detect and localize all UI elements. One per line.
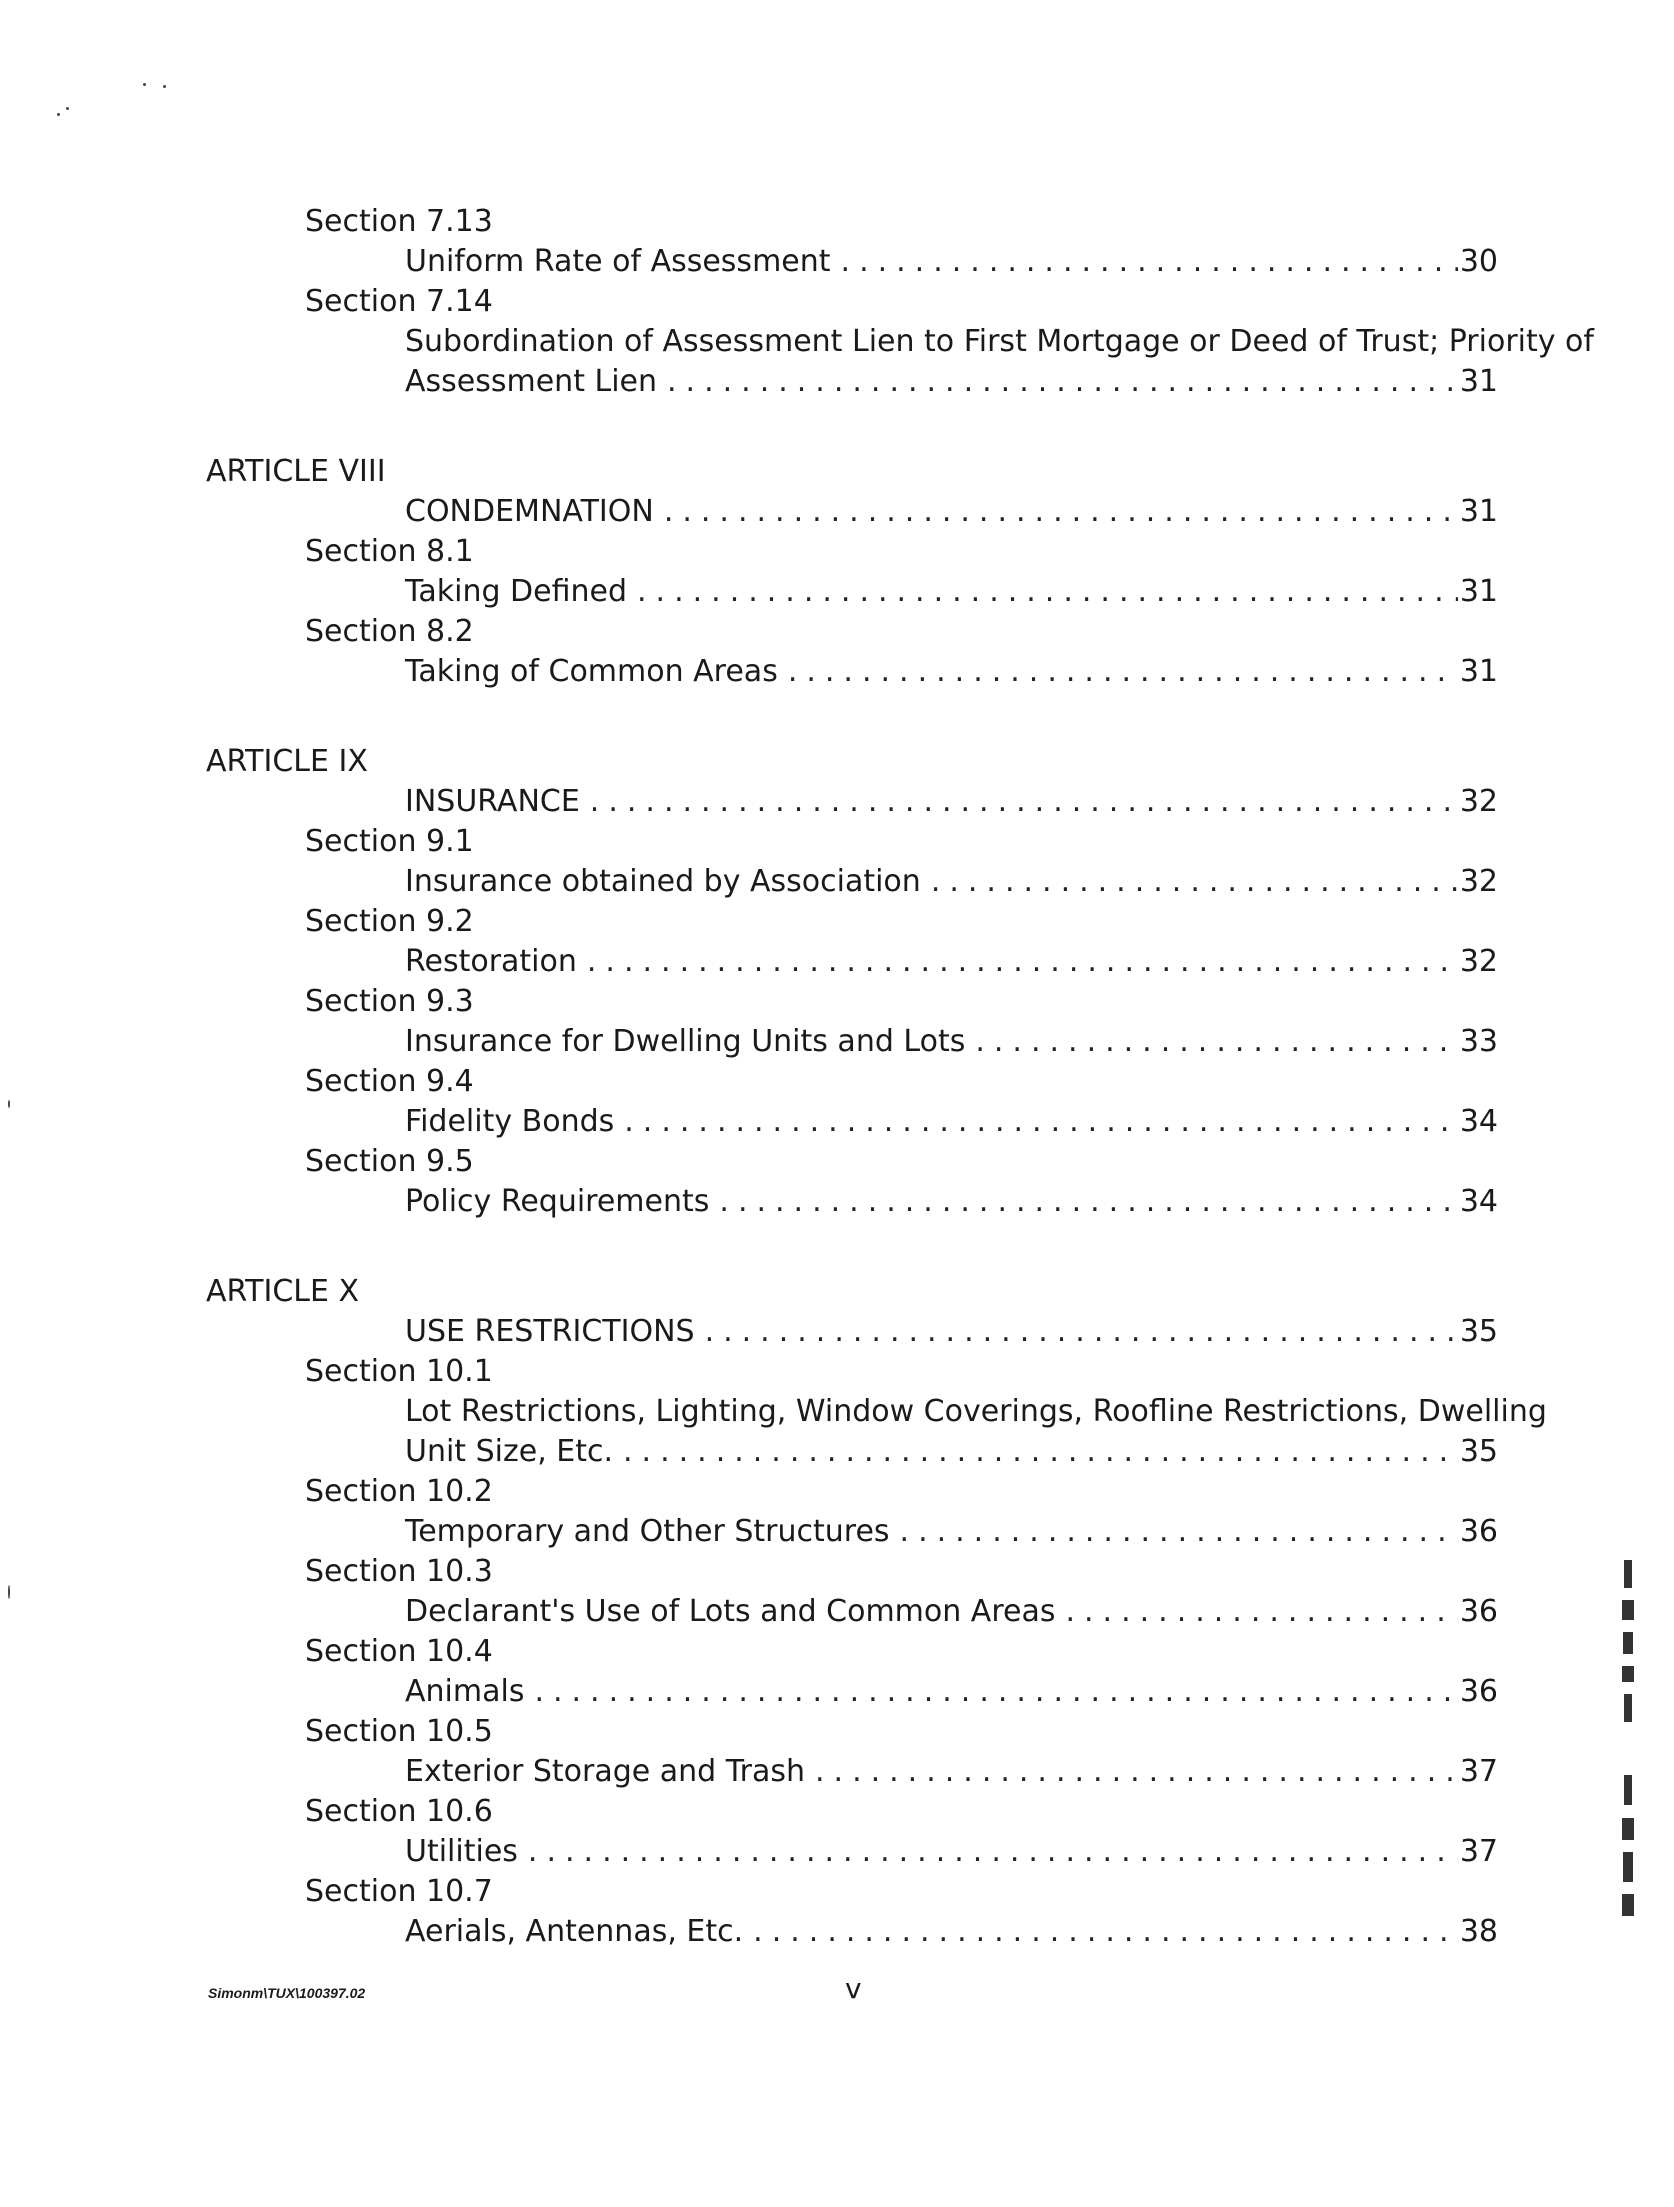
toc-entry	[405, 1752, 1498, 1792]
toc-entry-title-line: Subordination of Assessment Lien to First Mortgage or Deed of Trust; Priority of	[405, 324, 1594, 359]
page-number: v	[845, 1972, 862, 2005]
article-heading: ARTICLE IX	[206, 744, 368, 779]
toc-entry-page: 31	[1459, 364, 1498, 399]
dot-leader	[778, 652, 1458, 692]
section-label: Section 10.7	[305, 1874, 493, 1909]
toc-entry	[405, 1182, 1498, 1222]
toc-entry-page: 35	[1459, 1434, 1498, 1469]
toc-entry	[405, 782, 1498, 822]
toc-entry	[405, 492, 1498, 532]
toc-entry	[405, 1512, 1498, 1552]
toc-entry-page: 38	[1459, 1914, 1498, 1949]
toc-entry-title: Taking Defined	[405, 574, 628, 609]
toc-entry-title: Restoration	[405, 944, 577, 979]
toc-entry-title: Aerials, Antennas, Etc.	[405, 1914, 744, 1949]
section-label: Section 10.4	[305, 1634, 493, 1669]
dot-leader	[654, 492, 1458, 532]
toc-entry	[405, 362, 1498, 402]
dot-leader	[743, 1912, 1458, 1952]
section-label: Section 7.13	[305, 204, 493, 239]
section-label: Section 10.5	[305, 1714, 493, 1749]
dot-leader	[613, 1432, 1458, 1472]
section-label: Section 9.5	[305, 1144, 474, 1179]
scan-speck	[8, 1100, 10, 1108]
toc-entry	[405, 652, 1498, 692]
toc-entry	[405, 1912, 1498, 1952]
toc-entry-page: 37	[1459, 1754, 1498, 1789]
toc-entry-title: USE RESTRICTIONS	[405, 1314, 695, 1349]
toc-entry-page: 36	[1459, 1674, 1498, 1709]
dot-leader	[831, 242, 1458, 282]
dot-leader	[695, 1312, 1458, 1352]
dot-leader	[709, 1182, 1458, 1222]
scan-speck	[57, 113, 60, 116]
toc-entry-title: Taking of Common Areas	[405, 654, 778, 689]
toc-entry	[405, 1672, 1498, 1712]
section-label: Section 10.2	[305, 1474, 493, 1509]
toc-entry	[405, 242, 1498, 282]
scan-speck	[163, 85, 166, 88]
dot-leader	[805, 1752, 1458, 1792]
toc-entry	[405, 862, 1498, 902]
scan-speck	[143, 83, 146, 86]
toc-entry	[405, 1592, 1498, 1632]
toc-entry	[405, 1022, 1498, 1062]
toc-entry-page: 32	[1459, 784, 1498, 819]
toc-entry-page: 36	[1459, 1594, 1498, 1629]
section-label: Section 9.3	[305, 984, 474, 1019]
toc-entry-title: Declarant's Use of Lots and Common Areas	[405, 1594, 1056, 1629]
dot-leader	[518, 1832, 1458, 1872]
margin-scan-marks	[1618, 1560, 1640, 1940]
toc-entry-page: 35	[1459, 1314, 1498, 1349]
toc-entry	[405, 1832, 1498, 1872]
toc-entry-title: Exterior Storage and Trash	[405, 1754, 805, 1789]
toc-entry	[405, 1102, 1498, 1142]
section-label: Section 9.2	[305, 904, 474, 939]
toc-entry-title: Temporary and Other Structures	[405, 1514, 890, 1549]
dot-leader	[921, 862, 1458, 902]
toc-entry-title: Fidelity Bonds	[405, 1104, 615, 1139]
toc-entry-title: CONDEMNATION	[405, 494, 654, 529]
toc-entry-page: 34	[1459, 1104, 1498, 1139]
toc-entry	[405, 942, 1498, 982]
toc-entry-title: Insurance for Dwelling Units and Lots	[405, 1024, 966, 1059]
scan-speck	[8, 1585, 10, 1599]
section-label: Section 9.1	[305, 824, 474, 859]
toc-entry-page: 32	[1459, 864, 1498, 899]
section-label: Section 8.1	[305, 534, 474, 569]
dot-leader	[577, 942, 1458, 982]
scan-speck	[66, 107, 69, 110]
section-label: Section 10.1	[305, 1354, 493, 1389]
section-label: Section 9.4	[305, 1064, 474, 1099]
dot-leader	[890, 1512, 1458, 1552]
dot-leader	[965, 1022, 1458, 1062]
dot-leader	[580, 782, 1458, 822]
section-label: Section 10.3	[305, 1554, 493, 1589]
article-heading: ARTICLE X	[206, 1274, 360, 1309]
toc-entry-title: Animals	[405, 1674, 525, 1709]
document-file-id: Simonm\TUX\100397.02	[208, 1985, 366, 2001]
toc-entry-title: Assessment Lien	[405, 364, 658, 399]
toc-entry-title: Utilities	[405, 1834, 518, 1869]
toc-entry-page: 37	[1459, 1834, 1498, 1869]
toc-entry-page: 31	[1459, 654, 1498, 689]
article-heading: ARTICLE VIII	[206, 454, 386, 489]
toc-entry-page: 34	[1459, 1184, 1498, 1219]
toc-entry-page: 32	[1459, 944, 1498, 979]
toc-entry	[405, 572, 1498, 612]
toc-entry	[405, 1432, 1498, 1472]
dot-leader	[524, 1672, 1458, 1712]
dot-leader	[627, 572, 1458, 612]
dot-leader	[1055, 1592, 1458, 1632]
toc-entry-page: 30	[1459, 244, 1498, 279]
toc-entry-page: 31	[1459, 574, 1498, 609]
section-label: Section 10.6	[305, 1794, 493, 1829]
section-label: Section 7.14	[305, 284, 493, 319]
toc-entry-title: Uniform Rate of Assessment	[405, 244, 831, 279]
toc-entry	[405, 1312, 1498, 1352]
toc-entry-title: INSURANCE	[405, 784, 580, 819]
toc-entry-page: 33	[1459, 1024, 1498, 1059]
toc-entry-title: Unit Size, Etc.	[405, 1434, 614, 1469]
toc-entry-title-line: Lot Restrictions, Lighting, Window Coverings, Roofline Restrictions, Dwelling	[405, 1394, 1547, 1429]
toc-entry-title: Insurance obtained by Association	[405, 864, 921, 899]
dot-leader	[657, 362, 1458, 402]
section-label: Section 8.2	[305, 614, 474, 649]
dot-leader	[614, 1102, 1458, 1142]
toc-entry-title: Policy Requirements	[405, 1184, 710, 1219]
toc-entry-page: 36	[1459, 1514, 1498, 1549]
toc-entry-page: 31	[1459, 494, 1498, 529]
